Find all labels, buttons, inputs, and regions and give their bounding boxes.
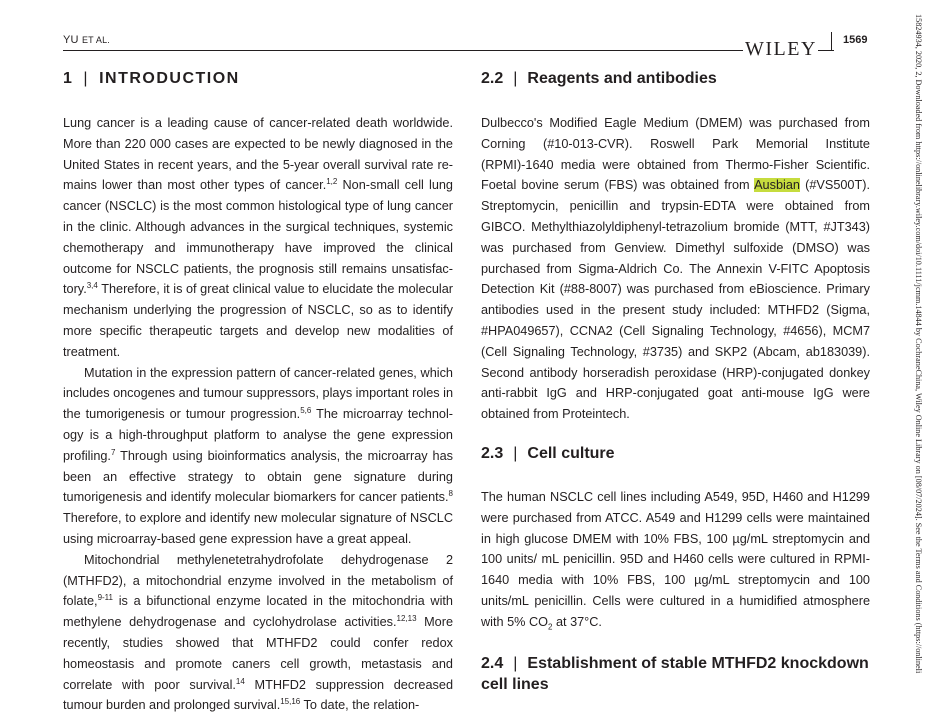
section-title: Establishment of stable MTHFD2 knockdown cell lines [481, 655, 869, 693]
paragraph-cell-culture: The human NSCLC cell lines including A549, 95D, H460 and H1299 were purchased from ATCC. A549 and H1299 cells were maintained in high glucose DMEM with 10% FBS, 100 µg/mL streptomycin and 100 units/ mL penicillin. 95D and H460 cells were cultured in RPMI-1640 media with 10% FBS, 100 µg/mL streptomycin and 100 units/mL penicillin. Cells were cultured in a humidified atmosphere with 5% $CO_2$ at 37°C. [481, 490, 870, 632]
publisher-logo: WILEY [745, 38, 817, 60]
page-number: 1569 [843, 34, 868, 46]
heading-separator: | [513, 445, 518, 462]
running-head-author [63, 34, 110, 46]
section-heading-knockdown [481, 653, 870, 695]
section-number: 2.3 [481, 445, 504, 462]
author-etal: ET AL. [81, 35, 111, 45]
heading-separator: | [513, 70, 518, 87]
cell-culture-body [481, 487, 870, 633]
section-number: 2.2 [481, 70, 504, 87]
heading-separator: | [513, 655, 518, 672]
section-number: 2.4 [481, 655, 504, 672]
author-name: YU [63, 34, 79, 46]
section-heading-introduction [63, 70, 240, 88]
page-number-divider [831, 32, 832, 51]
section-heading-reagents [481, 70, 717, 88]
section-title: INTRODUCTION [99, 70, 240, 87]
paragraph-3: Mitochondrial methylenetetrahydrofolate dehydrogenase 2 (MTHFD2), a mitochondrial enzyme involved in the metabolism of folate,$^{9-11}$ is a bifunctional enzyme located in the mitochondria with methylene dehydrogenase and cyclohydrolase activities.$^{12,13}$ More recently, studies showed that MTHFD2 could confer redox homeostasis and promote caners cell growth, metastasis and correlate with poor survival.$^{14}$ MTHFD2 suppression decreased tumour burden and prolonged survival.$^{15,16}$ To date, the relation- [63, 552, 453, 713]
paragraph-reagents: Dulbecco's Modified Eagle Medium (DMEM) was purchased from Corning (#10-013-CVR). Roswell Park Memorial Institute (RPMI)-1640 media were obtained from Thermo-Fisher Scientific. Foetal bovine serum (FBS) was obtained from Ausbian (#VS500T). Streptomycin, penicillin and trypsin-EDTA were obtained from GIBCO. Methylthiazolyldiphenyl-tetrazolium bromide (MTT, #JT343) was purchased from Genview. Dimethyl sulfoxide (DMSO) was purchased from Sigma-Aldrich Co. The Annexin V-FITC Apoptosis Detection Kit (#88-8007) was purchased from eBioscience. Primary antibodies used in the present study included: MTHFD2 (Sigma, #HPA049657), CCNA2 (Cell Signaling Technology, #4656), MCM7 (Cell Signaling Technology, #3735) and SKP2 (Abcam, ab183039). Second antibody horseradish peroxidase (HRP)-conjugated donkey anti-rabbit IgG and HRP-conjugated goat anti-mouse IgG were obtained from Proteintech. [481, 116, 870, 422]
heading-separator: | [83, 70, 90, 87]
paragraph-1: Lung cancer is a leading cause of cancer-related death worldwide. More than 220 000 cases are expected to be newly diagnosed in the United States in recent years, and the 5-year overall survival rate remains lower than most other types of cancer.$^{1,2}$ Non-small cell lung cancer (NSCLC) is the most common histological type of lung cancer in the clinic. Although advances in the surgical techniques, systemic chemotherapy and immunotherapy have improved the clinical outcome for NSCLC patients, the prognosis still remains unsatisfactory.$^{3,4}$ Therefore, it is of great clinical value to elucidate the molecular mechanism underlying the progression of NSCLC, so as to identify more specific therapeutic targets and develop new modalities of treatment. [63, 116, 453, 359]
section-heading-cell-culture [481, 445, 615, 463]
reagents-body [481, 113, 870, 425]
section-title: Reagents and antibodies [527, 70, 717, 87]
highlighted-term: Ausbian [754, 178, 800, 193]
introduction-body [63, 113, 453, 716]
paragraph-2: Mutation in the expression pattern of cancer-related genes, which includes oncogenes and tumour suppressors, plays important roles in the tumorigenesis or tumour progression.$^{5,6}$ The microarray technology is a high-throughput platform to analyse the gene expression profiling.$^7$ Through using bioinformatics analysis, the microarray has been an effective strategy to obtain gene signature during tumorigenesis and identify molecular biomarkers for cancer patients.$^8$ Therefore, to explore and identify new molecular signature of NSCLC using microarray-based gene expression have a great appeal. [63, 365, 453, 546]
section-number: 1 [63, 70, 74, 87]
header-rule [63, 50, 743, 51]
section-title: Cell culture [527, 445, 615, 462]
download-notice: 15824934, 2020, 2, Downloaded from https://onlinelibrary.wiley.com/doi/10.1111/jcmm.14844 by CochraneChina, Wiley Online Library on [08/07/2024]. See the Terms and Conditions (https://onlineli [914, 14, 923, 674]
